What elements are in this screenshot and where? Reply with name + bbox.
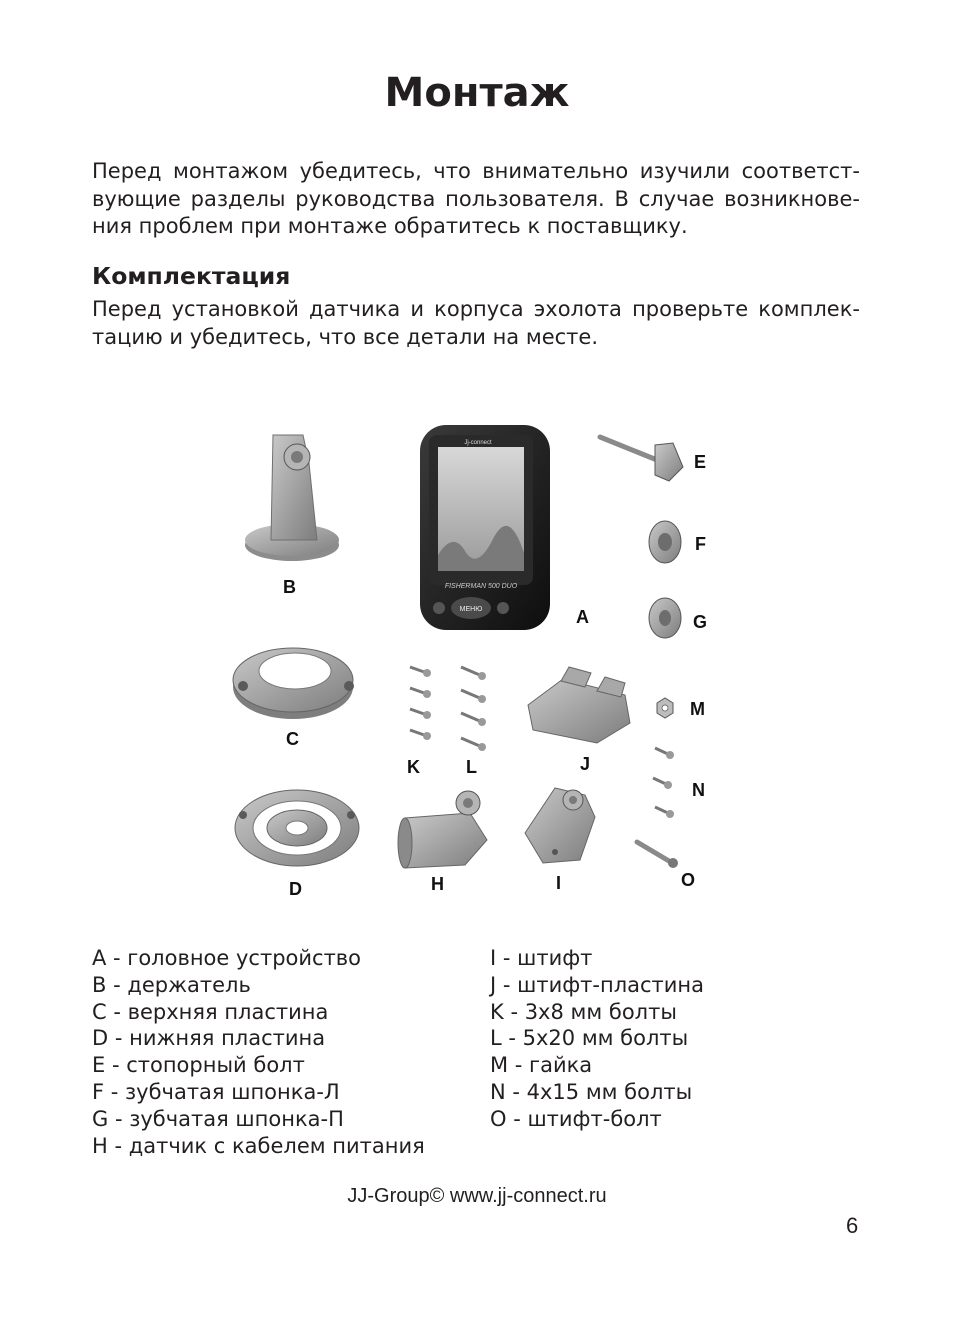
legend-item-k: K - 3x8 мм болты <box>490 999 677 1024</box>
label-o: O <box>681 870 696 890</box>
upper-plate-part-c <box>233 648 354 719</box>
pin-bolt-part-o <box>637 842 678 868</box>
label-k: K <box>407 757 420 777</box>
label-b: B <box>283 577 296 597</box>
bolts-part-l <box>461 667 486 751</box>
legend-item-m: M - гайка <box>490 1053 593 1078</box>
parts-legend-right <box>490 945 704 1133</box>
pin-part-i <box>525 788 595 863</box>
section-heading: Комплектация <box>92 262 291 290</box>
toothed-key-part-g <box>649 598 681 638</box>
label-n: N <box>692 780 705 800</box>
legend-item-i: I - штифт <box>490 946 593 970</box>
label-g: G <box>693 612 708 632</box>
legend-item-h: H - датчик с кабелем питания <box>92 1133 425 1158</box>
page-number: 6 <box>846 1213 859 1238</box>
section-paragraph: Перед установкой датчика и корпуса эхолота проверьте комплек-тацию и убедитесь, что все детали на месте. <box>92 297 860 349</box>
holder-part-b <box>245 435 339 561</box>
legend-item-g: G - зубчатая шпонка-П <box>92 1106 344 1131</box>
legend-item-l: L - 5x20 мм болты <box>490 1026 689 1051</box>
label-c: C <box>286 729 299 749</box>
legend-item-f: F - зубчатая шпонка-Л <box>92 1079 340 1104</box>
kit-illustration <box>225 405 735 905</box>
parts-legend-left <box>92 945 425 1159</box>
legend-item-o: O - штифт-болт <box>490 1106 662 1131</box>
label-i: I <box>556 873 562 893</box>
legend-item-n: N - 4x15 мм болты <box>490 1079 693 1104</box>
head-unit-part-a <box>420 425 550 630</box>
page-footer: JJ-Group© www.jj-connect.ru <box>347 1185 607 1207</box>
device-menu-button: МЕНЮ <box>459 606 483 613</box>
label-d: D <box>289 879 302 899</box>
label-h: H <box>431 874 444 894</box>
legend-item-a: A - головное устройство <box>92 946 362 970</box>
toothed-key-part-f <box>649 521 681 563</box>
label-j: J <box>580 754 591 774</box>
label-a: A <box>576 607 589 627</box>
pin-plate-part-j <box>528 667 630 743</box>
legend-item-b: B - держатель <box>92 972 251 997</box>
lock-bolt-part-e <box>600 437 683 481</box>
label-e: E <box>694 452 707 472</box>
label-f: F <box>695 534 706 554</box>
label-l: L <box>466 757 477 777</box>
transducer-part-h <box>398 791 487 868</box>
nut-part-m <box>657 698 673 718</box>
device-model: FISHERMAN 500 DUO <box>444 583 518 590</box>
device-brand: Jj-connect <box>464 440 492 446</box>
legend-item-e: E - стопорный болт <box>92 1053 305 1078</box>
intro-paragraph: Перед монтажом убедитесь, что внимательно изучили соответст-вующие разделы руководства пользователя. В случае возникнове-ния проблем при монтаже обратитесь к поставщику. <box>92 159 860 238</box>
lower-plate-part-d <box>235 790 359 866</box>
bolts-part-k <box>410 667 431 740</box>
bolts-part-n <box>653 748 674 818</box>
page-title: Монтаж <box>384 70 570 116</box>
legend-item-j: J - штифт-пластина <box>490 972 705 997</box>
legend-item-c: C - верхняя пластина <box>92 999 329 1024</box>
label-m: M <box>690 699 705 719</box>
legend-item-d: D - нижняя пластина <box>92 1026 326 1051</box>
